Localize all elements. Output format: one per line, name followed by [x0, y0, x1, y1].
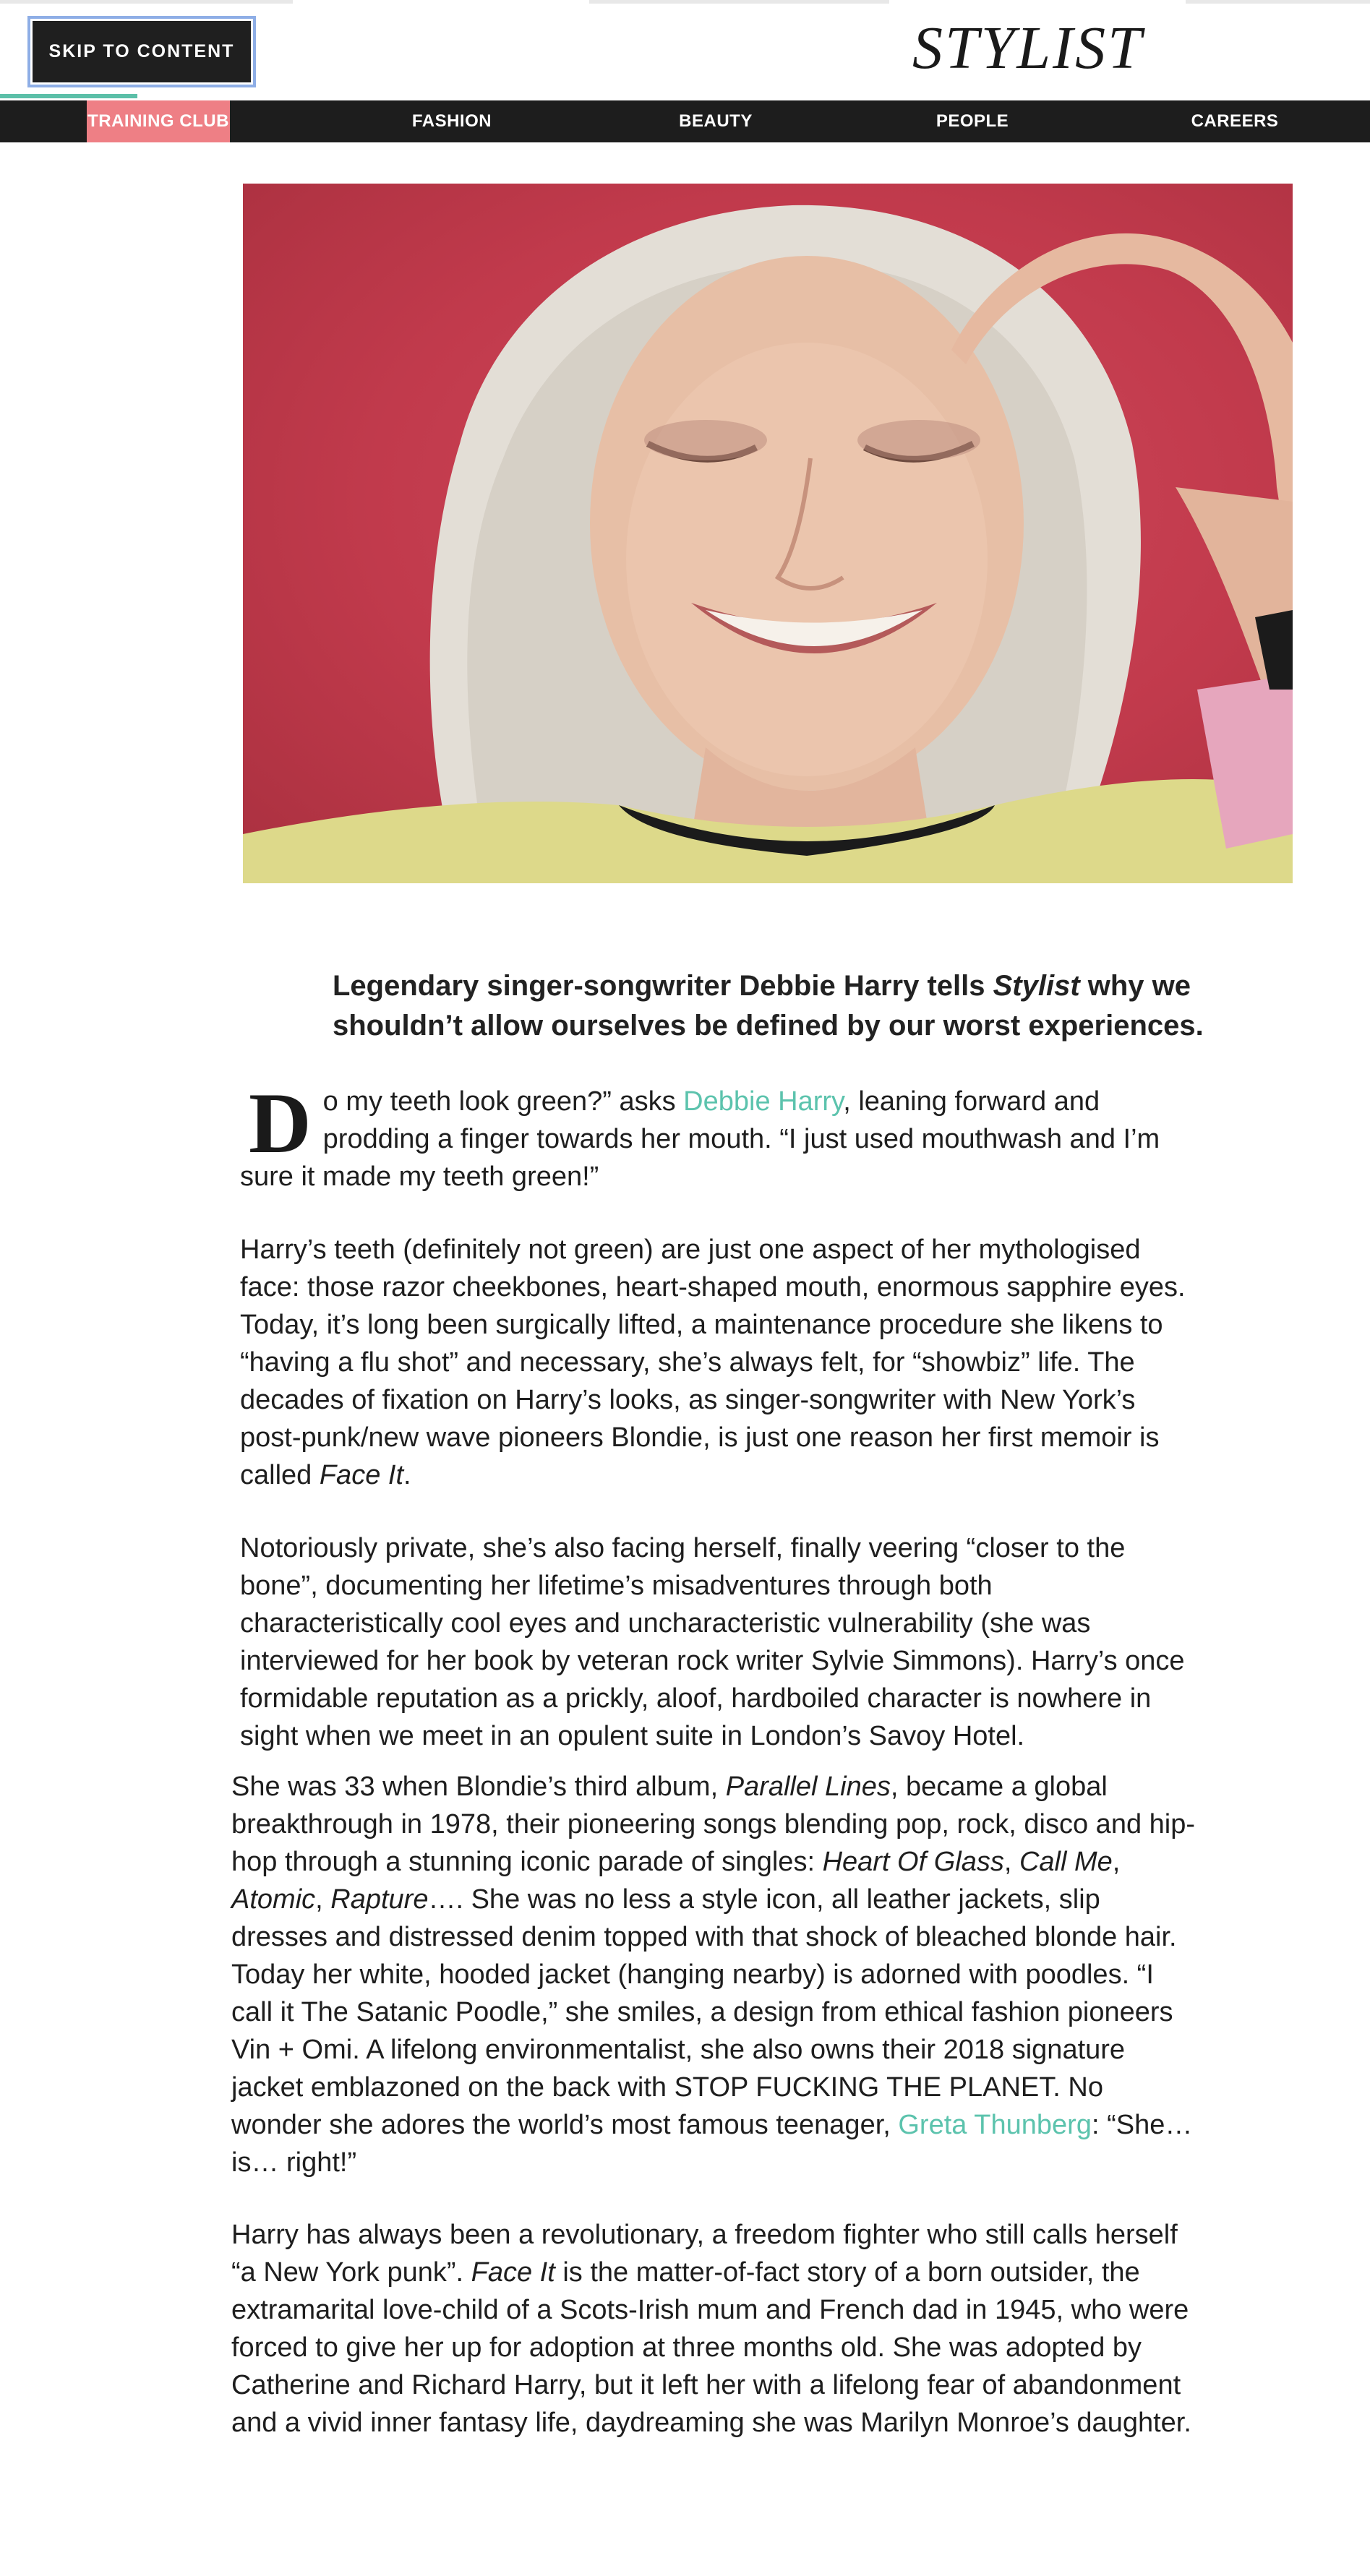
- paragraph-text: …. She was no less a style icon, all leather jackets, slip dresses and distressed denim topped with that shock of bleached blonde hair. Today her white, hooded jacket (hanging nearby) is adorned with poodles. “I call it The Satanic Poodle,” she smiles, a design from ethical fashion pioneers Vin + Omi. A lifelong environmentalist, she also owns their 2018 signature jacket emblazoned on the back with STOP FUCKING THE PLANET. No wonder she adores the world’s most famous teenager,: [231, 1884, 1177, 2140]
- article-standfirst: [333, 966, 1236, 1046]
- standfirst-publication: Stylist: [993, 970, 1080, 1002]
- paragraph-text: , became a global breakthrough in 1978, their pioneering songs blending pop, rock, disco and hip-hop through a stunning iconic parade of singles:: [231, 1772, 1196, 1877]
- standfirst-text: Legendary singer-songwriter Debbie Harry tells: [333, 970, 993, 1002]
- skip-to-content-button[interactable]: SKIP TO CONTENT: [27, 16, 256, 87]
- hero-image: [243, 184, 1293, 883]
- paragraph-text: Harry’s teeth (definitely not green) are just one aspect of her mythologised face: those razor cheekbones, heart-shaped mouth, enormous sapphire eyes. Today, it’s long been surgically lifted, a maintenance procedure she likens to “having a flu shot” and necessary, she’s always felt, for “showbiz” life. The decades of fixation on Harry’s looks, as singer-songwriter with New York’s post-punk/new wave pioneers Blondie, is just one reason her first memoir is called: [240, 1235, 1186, 1490]
- accent-line: [0, 94, 137, 98]
- paragraph-text: ,: [1003, 1847, 1019, 1877]
- single-title: Heart Of Glass: [822, 1847, 1004, 1877]
- top-strip-segment: [889, 0, 1186, 4]
- single-title: Call Me: [1019, 1847, 1113, 1877]
- paragraph-text: o my teeth look green?” asks: [322, 1086, 684, 1117]
- paragraph-text: Harry has always been a revolutionary, a freedom fighter who still calls herself “a New York punk”.: [231, 2220, 1178, 2288]
- paragraph-text: .: [403, 1460, 411, 1490]
- drop-cap: D: [249, 1075, 312, 1171]
- browser-top-strip: [0, 0, 1370, 4]
- paragraph-text: ,: [315, 1884, 331, 1915]
- nav-item-beauty[interactable]: BEAUTY: [679, 111, 753, 131]
- paragraph-text: : “She… is… right!”: [231, 2110, 1193, 2178]
- article-paragraph-3: Notoriously private, she’s also facing herself, finally veering “closer to the bone”, documenting her lifetime’s misadventures through both characteristically cool eyes and uncharacteristic vulnerability (she was interviewed for her book by veteran rock writer Sylvie Simmons). Harry’s once formidable reputation as a prickly, aloof, hardboiled character is nowhere in sight when we meet in an opulent suite in London’s Savoy Hotel.: [240, 1533, 1185, 1751]
- album-title: Parallel Lines: [725, 1772, 891, 1802]
- article-paragraph-2: [231, 1231, 1200, 1494]
- paragraph-text: ,: [1112, 1847, 1121, 1877]
- nav-item-fashion[interactable]: FASHION: [411, 111, 492, 131]
- main-nav: [0, 100, 1370, 142]
- single-title: Rapture: [330, 1884, 429, 1915]
- nav-item-careers[interactable]: CAREERS: [1191, 111, 1279, 131]
- paragraph-text: She was 33 when Blondie’s third album,: [231, 1772, 726, 1802]
- paragraph-text: , leaning forward and prodding a finger towards her mouth. “I just used mouthwash and I’m sure it made my teeth green!”: [240, 1086, 1160, 1192]
- article-paragraph-4: [231, 1768, 1200, 2181]
- link-greta-thunberg[interactable]: Greta Thunberg: [898, 2110, 1092, 2140]
- single-title: Atomic: [231, 1884, 316, 1915]
- paragraph-text: is the matter-of-fact story of a born outsider, the extramarital love-child of a Scots-Irish mum and French dad in 1945, who were forced to give her up for adoption at three months old. She was adopted by Catherine and Richard Harry, but it left her with a lifelong fear of abandonment and a vivid inner fantasy life, daydreaming she was Marilyn Monroe’s daughter.: [231, 2257, 1191, 2438]
- article-paragraph-1: [231, 1075, 1200, 1195]
- link-debbie-harry[interactable]: Debbie Harry: [683, 1086, 844, 1117]
- nav-item-people[interactable]: PEOPLE: [936, 111, 1009, 131]
- stylist-logo[interactable]: STYLIST: [912, 14, 1144, 82]
- nav-item-training-club[interactable]: TRAINING CLUB: [87, 100, 230, 142]
- standfirst-text-end: why we shouldn’t allow ourselves be defined by our worst experiences.: [333, 970, 1204, 1042]
- article-paragraph-5: [231, 2216, 1200, 2442]
- book-title: Face It: [319, 1460, 403, 1490]
- top-strip-segment: [293, 0, 589, 4]
- article-body: [231, 1075, 1200, 2442]
- photo-portrait-icon: [243, 184, 1293, 883]
- book-title: Face It: [471, 2257, 555, 2288]
